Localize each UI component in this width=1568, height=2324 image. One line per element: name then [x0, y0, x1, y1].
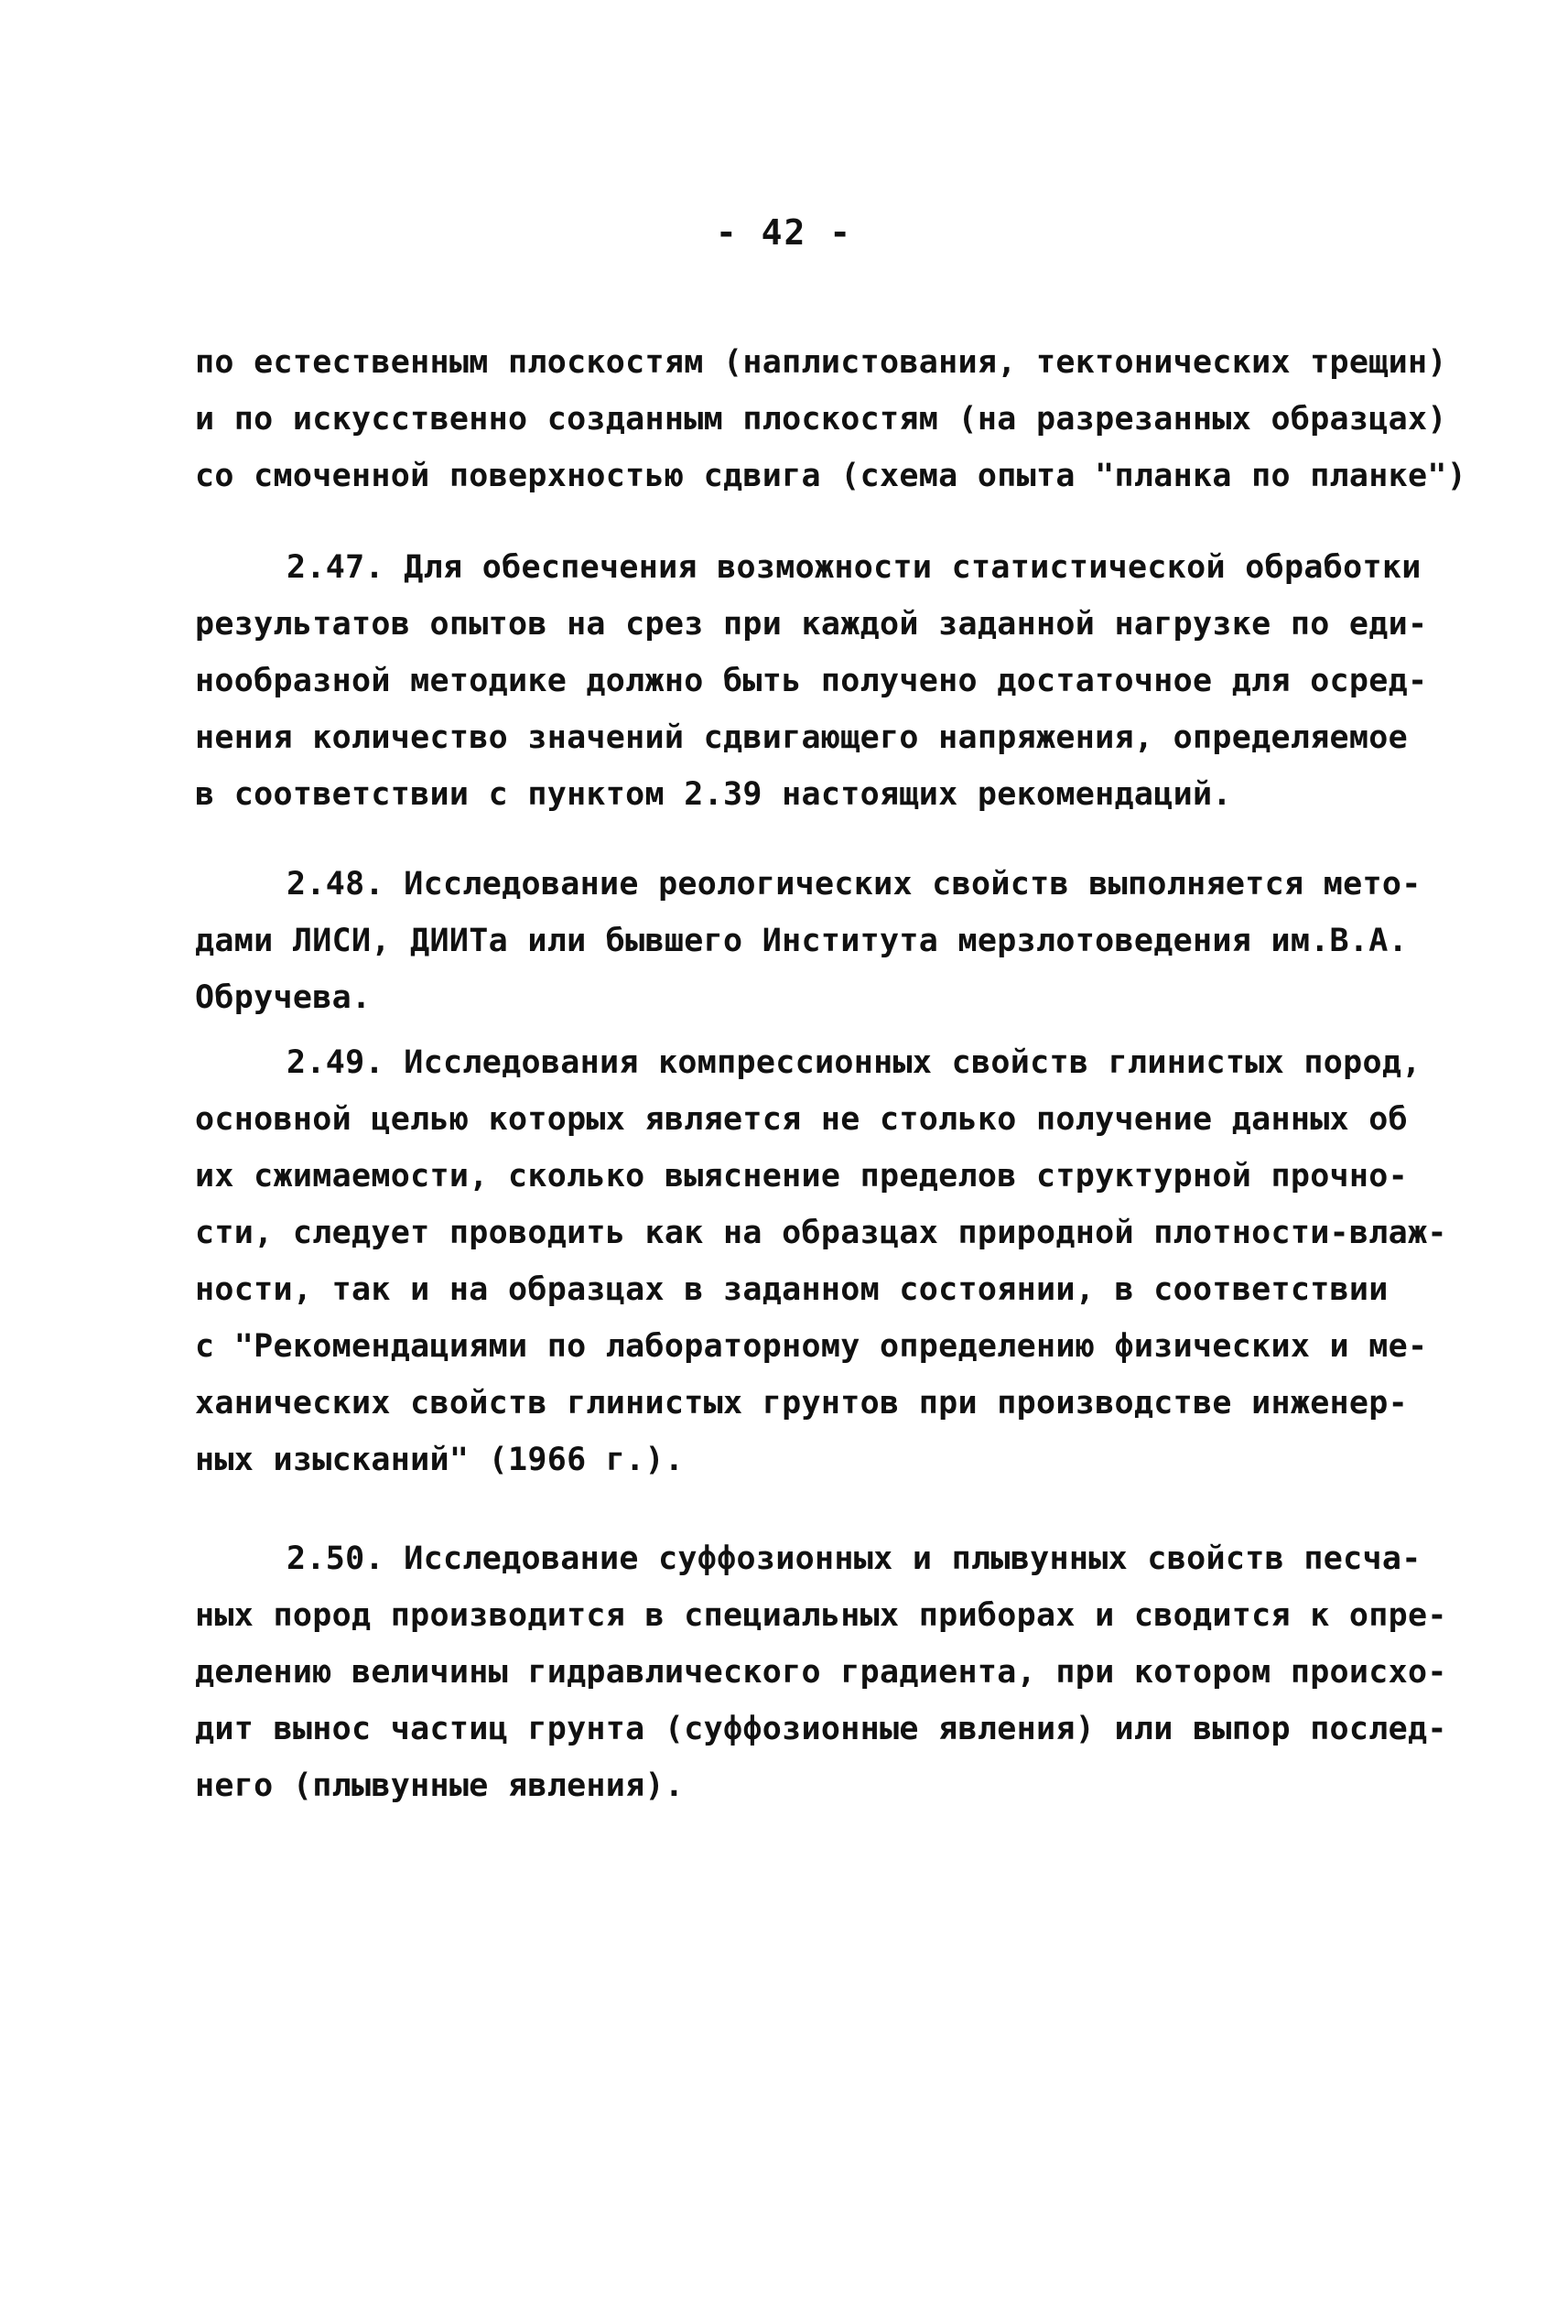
paragraph-2-50	[195, 1530, 1447, 1814]
text-line: нообразной методике должно быть получено достаточное для осред-	[195, 663, 1428, 699]
page-number: - 42 -	[715, 212, 853, 253]
text-line: и по искусственно созданным плоскостям (на разрезанных образцах)	[195, 401, 1447, 438]
text-line: 2.48. Исследование реологических свойств выполняется мето-	[287, 866, 1422, 903]
text-line: ных изысканий" (1966 г.).	[195, 1442, 685, 1478]
paragraph-continuation	[195, 334, 1467, 504]
paragraph-2-49	[195, 1034, 1447, 1488]
text-line: нения количество значений сдвигающего напряжения, определяемое	[195, 719, 1409, 756]
text-line: делению величины гидравлического градиента, при котором происхо-	[195, 1654, 1447, 1691]
text-line: ханических свойств глинистых грунтов при производстве инженер-	[195, 1385, 1409, 1421]
text-line: их сжимаемости, сколько выяснение пределов структурной прочно-	[195, 1158, 1409, 1194]
text-line: основной целью которых является не столько получение данных об	[195, 1101, 1409, 1138]
paragraph-2-48	[195, 856, 1422, 1026]
text-line: ности, так и на образцах в заданном состоянии, в соответствии	[195, 1271, 1389, 1308]
text-line: 2.47. Для обеспечения возможности статистической обработки	[287, 549, 1422, 586]
text-line: ных пород производится в специальных приборах и сводится к опре-	[195, 1597, 1447, 1634]
text-line: Обручева.	[195, 979, 372, 1016]
text-line: 2.49. Исследования компрессионных свойств глинистых пород,	[287, 1044, 1422, 1081]
text-line: сти, следует проводить как на образцах природной плотности-влаж-	[195, 1215, 1447, 1251]
text-line: 2.50. Исследование суффозионных и плывунных свойств песча-	[287, 1540, 1422, 1577]
text-line: со смоченной поверхностью сдвига (схема опыта "планка по планке")	[195, 458, 1467, 494]
text-line: с "Рекомендациями по лабораторному определению физических и ме-	[195, 1328, 1428, 1365]
text-line: результатов опытов на срез при каждой заданной нагрузке по еди-	[195, 606, 1428, 643]
text-line: в соответствии с пунктом 2.39 настоящих рекомендаций.	[195, 776, 1232, 813]
paragraph-2-47	[195, 539, 1428, 823]
text-line: него (плывунные явления).	[195, 1767, 685, 1804]
text-line: дит вынос частиц грунта (суффозионные явления) или выпор послед-	[195, 1711, 1447, 1747]
text-line: дами ЛИСИ, ДИИТа или бывшего Института мерзлотоведения им.В.А.	[195, 923, 1409, 959]
text-line: по естественным плоскостям (наплистования, тектонических трещин)	[195, 344, 1447, 381]
